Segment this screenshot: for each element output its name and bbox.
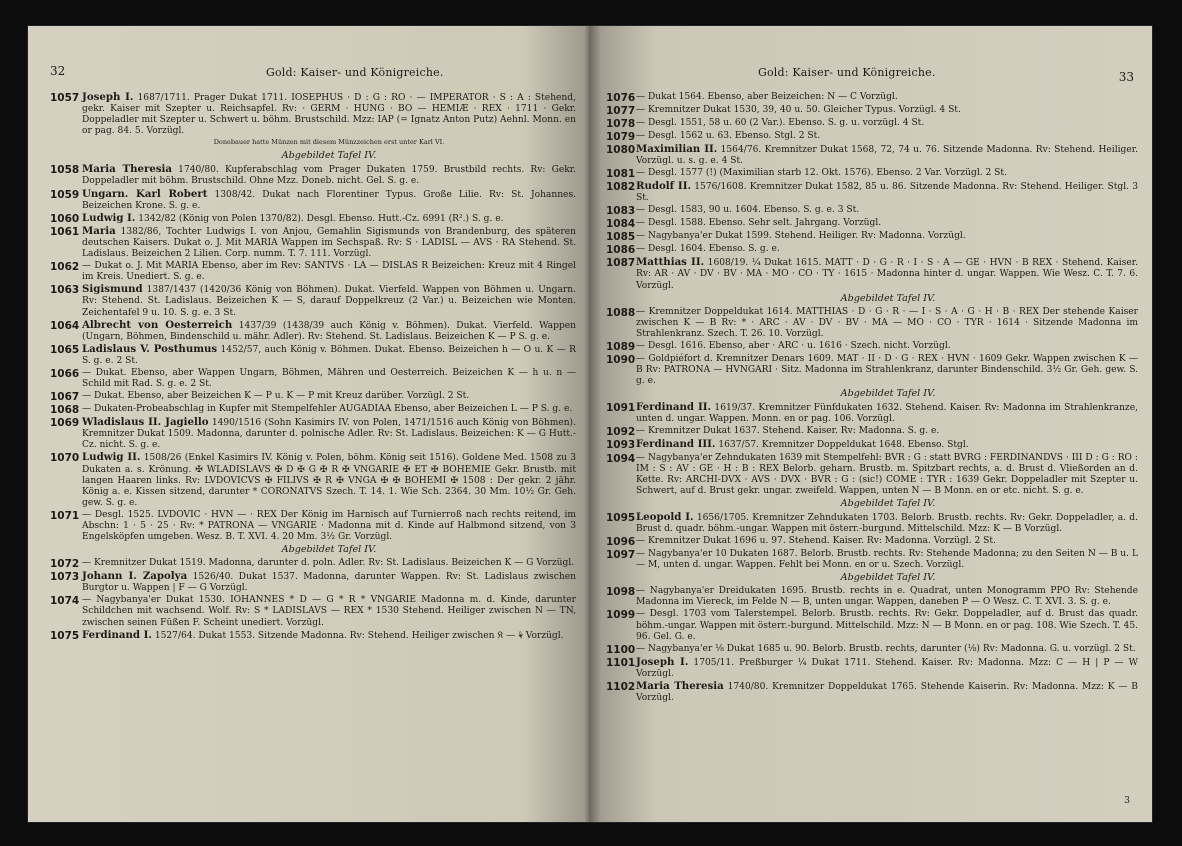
- entry-body: [82, 284, 576, 318]
- ruler-name: Ferdinand II.: [636, 401, 712, 414]
- plate-reference: Abgebildet Tafel IV.: [840, 572, 936, 584]
- catalog-entry: [50, 226, 576, 260]
- catalog-entry: [606, 244, 1138, 256]
- catalog-entry: [50, 284, 576, 318]
- entry-number: 1066: [50, 367, 80, 380]
- ruler-name: Rudolf II.: [636, 180, 692, 193]
- plate-reference: Abgebildet Tafel IV.: [840, 292, 936, 304]
- entry-description: — Kremnitzer Dukat 1696 u. 97. Stehend. Kaiser. Rv: Madonna. Vorzügl. 2 St.: [636, 536, 996, 547]
- entry-number: 1064: [50, 319, 80, 332]
- entry-description: 1637/57. Kremnitzer Doppeldukat 1648. Ebenso. Stgl.: [718, 440, 969, 451]
- left-page: [28, 26, 590, 822]
- entry-number: 1063: [50, 284, 80, 297]
- entry-description: — Desgl. 1525. LVDOVIC · HVN — · REX Der König im Harnisch auf Turnierroß nach rechts reitend, im Abschn: 1 · 5 · 25 · Rv: * PATRONA — VNGARIE · Madonna mit d. Kinde auf Halbmond sitzend, von 3 Engelsköpfen umgeben. Wesz. B. T. XVI. 4. 20 Mm. 3½ Gr. Vorzügl.: [82, 509, 576, 543]
- entry-description: 1437/39 (1438/39 auch König v. Böhmen). Dukat. Vierfeld. Wappen (Ungarn, Böhmen, Bindenschild u. mähr. Adler). Rv: Stehend. St. Ladislaus. Beizeichen K — P S. g. e.: [82, 320, 576, 342]
- catalog-entry: [606, 257, 1138, 291]
- ruler-name: Ungarn. Karl Robert: [82, 187, 208, 200]
- ruler-name: Leopold I.: [636, 510, 694, 523]
- catalog-entry: [606, 118, 1138, 130]
- entry-body: [636, 218, 1138, 230]
- entry-body: [636, 205, 1138, 217]
- entry-number: 1077: [606, 105, 636, 117]
- entry-body: [636, 536, 1138, 548]
- catalog-entry: [50, 368, 576, 390]
- entry-body: [636, 92, 1138, 104]
- catalog-entry: [50, 391, 576, 403]
- catalog-entry: [50, 261, 576, 283]
- entry-description: — Desgl. 1562 u. 63. Ebenso. Stgl. 2 St.: [636, 131, 821, 141]
- ruler-name: Joseph I.: [636, 655, 689, 668]
- entry-number: 1058: [50, 164, 80, 177]
- catalog-entry: [50, 571, 576, 594]
- entry-body: [636, 244, 1138, 256]
- catalog-entry: [606, 609, 1138, 642]
- entry-number: 1065: [50, 343, 80, 356]
- entry-body: [82, 452, 576, 508]
- entry-body: [636, 402, 1138, 425]
- catalog-entry: [50, 344, 576, 367]
- entry-number: 1093: [606, 439, 636, 452]
- catalog-entry: [50, 452, 576, 508]
- entry-description: 1490/1516 (Sohn Kasimirs IV. von Polen, 1471/1516 auch König von Böhmen). Kremnitzer Dukat 1509. Madonna, darunter d. polnische Adler. Rv: St. Ladislaus. Beizeichen: K — G Hutt.-Cz. nicht. S. g. e.: [82, 418, 576, 451]
- entry-body: [636, 512, 1138, 535]
- book-spread: [28, 26, 1152, 822]
- entry-body: [82, 261, 576, 283]
- entry-number: 1072: [50, 558, 80, 571]
- entry-body: [636, 257, 1138, 291]
- entry-number: 1073: [50, 571, 80, 584]
- entry-body: [636, 644, 1138, 656]
- entry-description: — Dukat. Ebenso, aber Wappen Ungarn, Böhmen, Mähren und Oesterreich. Beizeichen K — h u. n — Schild mit Rad. S. g. e. 2 St.: [82, 367, 576, 390]
- ruler-name: Ferdinand III.: [636, 438, 716, 451]
- entry-description: — Nagybanya'er 10 Dukaten 1687. Belorb. Brustb. rechts. Rv: Stehende Madonna; zu den Seiten N — B u. L — M, unten d. ungar. Wappen. Fehlt bei Monn. en or u. Szech. Vorzügl.: [636, 549, 1138, 571]
- entry-number: 1100: [606, 643, 636, 656]
- catalog-entry: [606, 402, 1138, 425]
- entry-number: 1094: [606, 452, 636, 465]
- entry-description: — Nagybanya'er Dukat 1530. IOHANNES * D — G * R * VNGARIE Madonna m. d. Kinde, darunter Schildchen mit wachsend. Wolf. Rv: S * LADISLAVS — REX * 1530 Stehend. Heiliger zwischen N — TN, zwischen seinen Füßen F. Scheint unediert. Vorzügl.: [82, 595, 576, 628]
- entry-number: 1075: [50, 629, 80, 642]
- entry-description: 1687/1711. Prager Dukat 1711. IOSEPHUS · D : G : RO · — IMPERATOR · S : A : Stehend, gekr. Kaiser mit Szepter u. Reichsapfel. Rv: · GERM · HUNG · BO — HEMIÆ · REX · 1711 · Gekr. Doppeladler mit Szepter u. Schwert u. böhm. Brustschild. Mzz: IAP (= Ignatz Anton Putz) Aehnl. Monn. en or pag. 84. 5. Vorzügl.: [82, 93, 576, 137]
- ruler-name: Joseph I.: [82, 91, 134, 103]
- entry-number: 1079: [606, 131, 636, 143]
- entry-number: 1057: [50, 92, 80, 104]
- entry-description: — Dukat o. J. Mit MARIA Ebenso, aber im Rev: SANTVS · LA — DISLAS R Beizeichen: Kreuz mit 4 Ringel im Kreis. Unediert. S. g. e.: [82, 261, 576, 283]
- entry-number: 1095: [606, 511, 636, 524]
- catalog-entry: [50, 417, 576, 451]
- entry-number: 1069: [50, 417, 80, 430]
- entry-description: — Desgl. 1551, 58 u. 60 (2 Var.). Ebenso. S. g. u. vorzügl. 4 St.: [636, 118, 925, 128]
- entry-body: [636, 609, 1138, 642]
- plate-reference: Abgebildet Tafel IV.: [281, 544, 377, 556]
- entry-body: [636, 307, 1138, 340]
- entry-body: [636, 105, 1138, 117]
- entry-body: [82, 164, 576, 187]
- plate-reference: Abgebildet Tafel IV.: [281, 150, 377, 162]
- catalog-entry: [606, 536, 1138, 548]
- catalog-entry: [50, 92, 576, 149]
- entry-number: 1088: [606, 306, 636, 319]
- catalog-entry: [606, 105, 1138, 117]
- entry-number: 1071: [50, 509, 80, 522]
- entry-description: 1705/11. Preßburger ¼ Dukat 1711. Stehend. Kaiser. Rv: Madonna. Mzz: C — H | P — W Vorzügl.: [636, 657, 1138, 679]
- ruler-name: Ladislaus V. Posthumus: [82, 342, 218, 355]
- entry-number: 1096: [606, 536, 636, 549]
- catalog-entry: [50, 320, 576, 343]
- entry-description: — Desgl. 1583, 90 u. 1604. Ebenso. S. g. e. 3 St.: [636, 205, 860, 216]
- catalog-entry: [50, 213, 576, 225]
- running-head: Gold: Kaiser- und Königreiche.: [266, 66, 444, 79]
- ruler-name: Ludwig II.: [82, 451, 141, 464]
- plate-reference: Abgebildet Tafel IV.: [840, 388, 936, 400]
- entry-description: 1526/40. Dukat 1537. Madonna, darunter Wappen. Rv: St. Ladislaus zwischen Burgtor u. Wappen | F — G Vorzügl.: [82, 572, 576, 594]
- ruler-name: Wladislaus II. Jagiello: [82, 416, 209, 429]
- entry-number: 1089: [606, 340, 636, 353]
- ruler-name: Ludwig I.: [82, 211, 136, 224]
- catalog-entry: [606, 218, 1138, 230]
- entry-body: [636, 118, 1138, 130]
- catalog-entry: [50, 595, 576, 628]
- entry-number: 1087: [606, 257, 636, 270]
- entry-number: 1083: [606, 205, 636, 218]
- entry-body: [636, 354, 1138, 387]
- entry-number: 1070: [50, 452, 80, 465]
- entry-description: — Desgl. 1604. Ebenso. S. g. e.: [636, 244, 780, 255]
- catalog-entry: [50, 558, 576, 570]
- entry-number: 1097: [606, 549, 636, 562]
- entry-number: 1076: [606, 92, 636, 104]
- ruler-name: Maria Theresia: [636, 679, 724, 692]
- entry-body: [82, 595, 576, 628]
- entry-description: — Desgl. 1577 (!) (Maximilian starb 12. Okt. 1576). Ebenso. 2 Var. Vorzügl. 2 St.: [636, 168, 1007, 179]
- entry-description: 1740/80. Kupferabschlag vom Prager Dukaten 1759. Brustbild rechts. Rv: Gekr. Doppeladler mit böhm. Brustschild. Ohne Mzz. Doneb. nicht. Gel. S. g. e.: [82, 165, 576, 187]
- entry-description: — Desgl. 1616. Ebenso, aber · ARC · u. 1616 · Szech. nicht. Vorzügl.: [636, 340, 951, 351]
- catalog-entry: [606, 586, 1138, 608]
- entry-body: [82, 630, 576, 642]
- catalog-entries: [606, 92, 1138, 704]
- catalog-entry: [606, 439, 1138, 451]
- entry-description: 1387/1437 (1420/36 König von Böhmen). Dukat. Vierfeld. Wappen von Böhmen u. Ungarn. Rv: Stehend. St. Ladislaus. Beizeichen K — S, darauf Doppelkreuz (2 Var.) u. Beizeichen wie Monten. Zeichentafel 9 u. 10. S. g. e. 3 St.: [82, 285, 576, 318]
- running-head: Gold: Kaiser- und Königreiche.: [758, 66, 936, 79]
- catalog-entry: [606, 549, 1138, 571]
- entry-number: 1102: [606, 680, 636, 693]
- entry-description: 1619/37. Kremnitzer Fünfdukaten 1632. Stehend. Kaiser. Rv: Madonna im Strahlenkranze, unten d. ungar. Wappen. Monn. en or pag. 106. Vorzügl.: [636, 403, 1138, 425]
- entry-body: [82, 226, 576, 260]
- entry-description: — Dukat 1564. Ebenso, aber Beizeichen: N — C Vorzügl.: [636, 92, 898, 102]
- ruler-name: Albrecht von Oesterreich: [82, 318, 233, 331]
- catalog-entry: [606, 131, 1138, 143]
- entry-body: [82, 92, 576, 149]
- entry-body: [636, 439, 1138, 451]
- entry-body: [82, 213, 576, 225]
- entry-description: 1576/1608. Kremnitzer Dukat 1582, 85 u. 86. Sitzende Madonna. Rv: Stehend. Heiliger. Stgl. 3 St.: [636, 182, 1139, 204]
- entry-description: 1656/1705. Kremnitzer Zehndukaten 1703. Belorb. Brustb. rechts. Rv: Gekr. Doppeladler, a. d. Brust d. quadr. böhm.-ungar. Wappen mit österr.-burgund. Mittelschild. Mzz: K — B Vorzügl.: [636, 512, 1138, 534]
- entry-description: — Nagybanya'er Dukat 1599. Stehend. Heiliger. Rv: Madonna. Vorzügl.: [636, 231, 966, 242]
- right-page: [590, 26, 1152, 822]
- entry-body: [82, 320, 576, 343]
- entry-body: [636, 341, 1138, 353]
- entry-number: 1082: [606, 181, 636, 194]
- catalog-entry: [606, 681, 1138, 704]
- entry-body: [636, 549, 1138, 571]
- entry-description: — Desgl. 1588. Ebenso. Sehr selt. Jahrgang. Vorzügl.: [636, 218, 882, 229]
- ruler-name: Maximilian II.: [636, 143, 718, 155]
- entry-description: 1564/76. Kremnitzer Dukat 1568, 72, 74 u. 76. Sitzende Madonna. Rv: Stehend. Heiliger. Vorzügl. u. s. g. e. 4 St.: [636, 145, 1138, 167]
- ruler-name: Sigismund: [82, 283, 143, 296]
- entry-description: 1527/64. Dukat 1553. Sitzende Madonna. Rv: Stehend. Heiliger zwischen 𝔎 — ⚘ Vorzügl.: [154, 630, 564, 641]
- ruler-name: Maria: [82, 224, 116, 237]
- catalog-entry: [606, 354, 1138, 387]
- entry-body: [636, 131, 1138, 143]
- catalog-entry: [606, 181, 1138, 204]
- entry-description: 1608/19. ¼ Dukat 1615. MATT · D · G · R · I · S · A — GE · HVN · B REX · Stehend. Kaiser. Rv: AR · AV · DV · BV · MA · MO · CO · TY · 1615 · Madonna hinter d. ungar. Wappen. Wie Wesz. C. T. 7. 6. Vorzügl.: [636, 258, 1138, 291]
- entry-body: [82, 510, 576, 543]
- entry-body: [636, 181, 1138, 204]
- entry-number: 1084: [606, 218, 636, 231]
- entry-body: [82, 368, 576, 390]
- ruler-name: Matthias II.: [636, 256, 705, 269]
- entry-note: Donebauer hatte Münzen mit diesem Münzzeichen erst unter Karl VI.: [213, 138, 445, 147]
- entry-description: — Dukaten-Probeabschlag in Kupfer mit Stempelfehler AUGADIAA Ebenso, aber Beizeichen L — P S. g. e.: [82, 404, 573, 415]
- entry-body: [636, 231, 1138, 243]
- entry-number: 1067: [50, 391, 80, 404]
- entry-description: — Kremnitzer Dukat 1519. Madonna, darunter d. poln. Adler. Rv: St. Ladislaus. Beizeichen K — G Vorzügl.: [82, 558, 575, 569]
- page-number: 33: [1118, 70, 1134, 84]
- catalog-entry: [606, 426, 1138, 438]
- catalog-entry: [606, 144, 1138, 167]
- page-number: 32: [50, 64, 66, 78]
- entry-number: 1086: [606, 244, 636, 257]
- catalog-entry: [50, 164, 576, 187]
- catalog-entry: [606, 307, 1138, 340]
- catalog-entry: [606, 168, 1138, 180]
- entry-body: [82, 189, 576, 212]
- entry-number: 1085: [606, 231, 636, 244]
- entry-number: 1092: [606, 426, 636, 439]
- catalog-entry: [50, 510, 576, 543]
- entry-description: — Desgl. 1703 vom Talerstempel. Belorb. Brustb. rechts. Rv: Gekr. Doppeladler, auf d. Brust das quadr. böhm.-ungar. Wappen mit österr.-burgund. Mittelschild. Mzz: N — B Monn. en or pag. 108. Wie Szech. T. 45. 96. Gel. G. e.: [636, 609, 1138, 642]
- entry-body: [636, 453, 1138, 497]
- entry-description: — Kremnitzer Doppeldukat 1614. MATTHIAS · D · G · R · — I · S · A · G · H · B · REX Der stehende Kaiser zwischen K — B Rv: * · ARC · AV · DV · BV · MA — MO · CO · TYR · 1614 · Sitzende Madonna im Strahlenkranz. Szech. T. 26. 10. Vorzügl.: [636, 306, 1138, 339]
- ruler-name: Maria Theresia: [82, 163, 173, 176]
- catalog-entry: [606, 644, 1138, 656]
- catalog-entry: [50, 630, 576, 642]
- catalog-entry: [606, 92, 1138, 104]
- entry-description: 1382/86, Tochter Ludwigs I. von Anjou, Gemahlin Sigismunds von Brandenburg, des späteren deutschen Kaisers. Dukat o. J. Mit MARIA Wappen im Sechspaß. Rv: S · LADISL — AVS · RA Stehend. St. Ladislaus. Beizeichen 2 Lilien. Corp. numm. T. 7. 111. Vorzügl.: [82, 226, 576, 260]
- entry-number: 1098: [606, 586, 636, 599]
- entry-body: [82, 558, 576, 570]
- entry-body: [636, 426, 1138, 438]
- entry-description: — Nagybanya'er Zehndukaten 1639 mit Stempelfehl: BVR : G : statt BVRG : FERDINANDVS · III D : G : RO : IM : S : AV : GE · H : B : REX Belorb. geharn. Brustb. m. Spitzbart rechts, a. d. Brust d. Vließorden an d. Kette. Rv: ARCHI-DVX · AVS · DVX · BVR : G : (sic!) COME : TYR : 1639 Gekr. Doppeladler mit Szepter u. Schwert, auf d. Brust gekr. ungar. zweifeld. Wappen, unten N — B Monn. en or etc. nicht. S. g. e.: [636, 452, 1138, 496]
- entry-body: [82, 344, 576, 367]
- entry-number: 1078: [606, 118, 636, 130]
- catalog-entry: [606, 657, 1138, 680]
- catalog-entry: [606, 205, 1138, 217]
- entry-description: — Goldpiéfort d. Kremnitzer Denars 1609. MAT · II · D · G · REX · HVN · 1609 Gekr. Wappen zwischen K — B Rv: PATRONA — HVNGARI · Sitz. Madonna im Strahlenkranz, darunter Bindenschild. 3½ Gr. Geh. gew. S. g. e.: [636, 353, 1138, 387]
- catalog-entry: [50, 404, 576, 416]
- entry-number: 1060: [50, 212, 80, 225]
- entry-description: — Dukat. Ebenso, aber Beizeichen K — P u. K — P mit Kreuz darüber. Vorzügl. 2 St.: [82, 391, 470, 402]
- entry-description: — Nagybanya'er Dreidukaten 1695. Brustb. rechts in e. Quadrat, unten Monogramm PPO Rv: Stehende Madonna im Viereck, im Felde N — B, unten ungar. Wappen, daneben P — O Wesz. C. T. XVI. 3. S. g. e.: [636, 586, 1138, 608]
- entry-description: — Nagybanya'er ⅛ Dukat 1685 u. 90. Belorb. Brustb. rechts, darunter (¹⁄₈) Rv: Madonna. G. u. vorzügl. 2 St.: [636, 643, 1136, 654]
- entry-number: 1099: [606, 609, 636, 622]
- entry-number: 1081: [606, 168, 636, 181]
- catalog-entry: [606, 341, 1138, 353]
- entry-number: 1090: [606, 353, 636, 366]
- entry-number: 1080: [606, 144, 636, 156]
- entry-body: [636, 586, 1138, 608]
- entry-number: 1068: [50, 404, 80, 417]
- catalog-entry: [606, 512, 1138, 535]
- entry-body: [636, 657, 1138, 680]
- ruler-name: Johann I. Zapolya: [82, 570, 188, 583]
- catalog-entry: [606, 453, 1138, 497]
- entry-number: 1091: [606, 402, 636, 415]
- entry-body: [636, 168, 1138, 180]
- entry-body: [82, 571, 576, 594]
- entry-number: 1074: [50, 595, 80, 608]
- entry-description: 1740/80. Kremnitzer Doppeldukat 1765. Stehende Kaiserin. Rv: Madonna. Mzz: K — B Vorzügl.: [636, 681, 1138, 703]
- entry-description: — Kremnitzer Dukat 1530, 39, 40 u. 50. Gleicher Typus. Vorzügl. 4 St.: [636, 105, 961, 115]
- plate-reference: Abgebildet Tafel IV.: [840, 497, 936, 509]
- signature-mark: 3: [1124, 796, 1130, 806]
- entry-body: [636, 681, 1138, 704]
- entry-description: 1342/82 (König von Polen 1370/82). Desgl. Ebenso. Hutt.-Cz. 6991 (R².) S. g. e.: [138, 213, 504, 224]
- catalog-entries: [50, 92, 576, 642]
- catalog-entry: [50, 189, 576, 212]
- entry-number: 1059: [50, 188, 80, 201]
- entry-number: 1101: [606, 656, 636, 669]
- entry-number: 1062: [50, 261, 80, 274]
- catalog-entry: [606, 231, 1138, 243]
- entry-body: [82, 417, 576, 451]
- entry-description: — Kremnitzer Dukat 1637. Stehend. Kaiser. Rv: Madonna. S. g. e.: [636, 426, 940, 437]
- ruler-name: Ferdinand I.: [82, 628, 152, 641]
- entry-body: [82, 391, 576, 403]
- entry-number: 1061: [50, 225, 80, 238]
- entry-body: [636, 144, 1138, 167]
- entry-body: [82, 404, 576, 416]
- entry-description: 1308/42. Dukat nach Florentiner Typus. Große Lilie. Rv: St. Johannes. Beizeichen Krone. S. g. e.: [82, 189, 576, 211]
- entry-description: 1452/57, auch König v. Böhmen. Dukat. Ebenso. Beizeichen h — O u. K — R S. g. e. 2 St.: [82, 344, 576, 366]
- entry-description: 1508/26 (Enkel Kasimirs IV. König v. Polen, böhm. König seit 1516). Goldene Med. 1508 zu 3 Dukaten a. s. Krönung. ✠ WLADISLAVS ✠ D ✠ G ✠ R ✠ VNGARIE ✠ ET ✠ BOHEMIE Gekr. Brustb. mit langen Haaren links. Rv: LVDOVICVS ✠ FILIVS ✠ R ✠ VNGA ✠ ✠ BOHEMI ✠ 1508 : Der gekr. 2 jähr. König a. e. Kissen sitzend, darunter * CORONATVS Szech. T. 14. 1. Wie Sch. 2364. 30 Mm. 10½ Gr. Geh. gew. S. g. e.: [82, 453, 576, 508]
